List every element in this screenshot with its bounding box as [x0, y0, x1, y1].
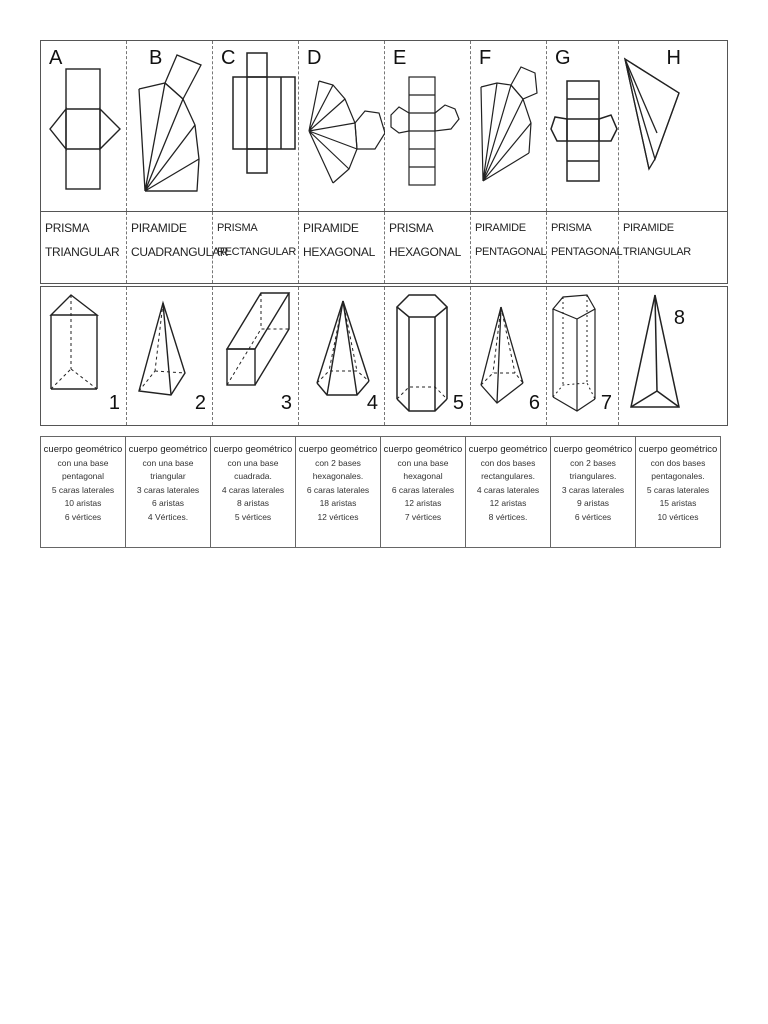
net-cell-f [471, 41, 547, 211]
net-cell-g [547, 41, 619, 211]
pentagonal-pyramid-net [471, 41, 547, 213]
description-card-4: cuerpo geométrico con 2 bases hexagonales. 6 caras laterales 18 aristas 12 vértices [295, 436, 381, 548]
net-cell-d [299, 41, 385, 211]
description-card-7: cuerpo geométrico con 2 bases triangulares. 3 caras laterales 9 aristas 6 vértices [550, 436, 636, 548]
descriptions-row [40, 436, 728, 552]
geometry-worksheet [40, 40, 728, 560]
net-letter: G [555, 47, 571, 69]
net-letter: B [149, 47, 163, 69]
net-name-g: PRISMA PENTAGONAL [547, 212, 619, 283]
net-cell-b [127, 41, 213, 211]
net-cell-c [213, 41, 299, 211]
triangular-prism-net [41, 41, 127, 213]
solid-number: 5 [452, 392, 464, 414]
solid-cell-6 [471, 287, 547, 425]
solids-row [40, 286, 728, 426]
solid-cell-7 [547, 287, 619, 425]
description-card-2: cuerpo geométrico con una base triangular 3 caras laterales 6 aristas 4 Vértices. [125, 436, 211, 548]
solid-number: 2 [194, 392, 206, 414]
net-cell-a [41, 41, 127, 211]
net-name-d: PIRAMIDE HEXAGONAL [299, 212, 385, 283]
net-name-a: PRISMA TRIANGULAR [41, 212, 127, 283]
net-cell-h [619, 41, 691, 211]
square-pyramid-net [127, 41, 213, 213]
solid-cell-1 [41, 287, 127, 425]
solid-number: 7 [600, 392, 612, 414]
solid-number: 3 [280, 392, 292, 414]
net-name-b: PIRAMIDE CUADRANGULAR [127, 212, 213, 283]
net-letter: H [666, 47, 681, 69]
solid-number: 8 [673, 307, 685, 329]
solid-cell-3 [213, 287, 299, 425]
names-row [40, 212, 728, 284]
description-card-5: cuerpo geométrico con una base hexagonal 6 caras laterales 12 aristas 7 vértices [380, 436, 466, 548]
net-name-f: PIRAMIDE PENTAGONAL [471, 212, 547, 283]
net-letter: E [393, 47, 407, 69]
net-cell-e [385, 41, 471, 211]
net-letter: D [307, 47, 322, 69]
description-card-3: cuerpo geométrico con una base cuadrada. 4 caras laterales 8 aristas 5 vértices [210, 436, 296, 548]
solid-cell-4 [299, 287, 385, 425]
triangular-pyramid-net [619, 41, 691, 213]
net-letter: A [49, 47, 63, 69]
rectangular-prism-net [213, 41, 299, 213]
solid-cell-2 [127, 287, 213, 425]
net-letter: F [479, 47, 492, 69]
description-card-1: cuerpo geométrico con una base pentagonal 5 caras laterales 10 aristas 6 vértices [40, 436, 126, 548]
net-name-e: PRISMA HEXAGONAL [385, 212, 471, 283]
solid-number: 6 [528, 392, 540, 414]
solid-number: 1 [108, 392, 120, 414]
hexagonal-prism-net [385, 41, 471, 213]
solid-cell-8 [619, 287, 691, 425]
net-letter: C [221, 47, 236, 69]
solid-cell-5 [385, 287, 471, 425]
description-card-6: cuerpo geométrico con dos bases rectangulares. 4 caras laterales 12 aristas 8 vértices. [465, 436, 551, 548]
pentagonal-prism-net [547, 41, 619, 213]
nets-row [40, 40, 728, 212]
hexagonal-pyramid-net [299, 41, 385, 213]
description-card-8: cuerpo geométrico con dos bases pentagonales. 5 caras laterales 15 aristas 10 vértices [635, 436, 721, 548]
net-name-c: PRISMA RECTANGULAR [213, 212, 299, 283]
solid-number: 4 [366, 392, 378, 414]
net-name-h: PIRAMIDE TRIANGULAR [623, 222, 691, 258]
